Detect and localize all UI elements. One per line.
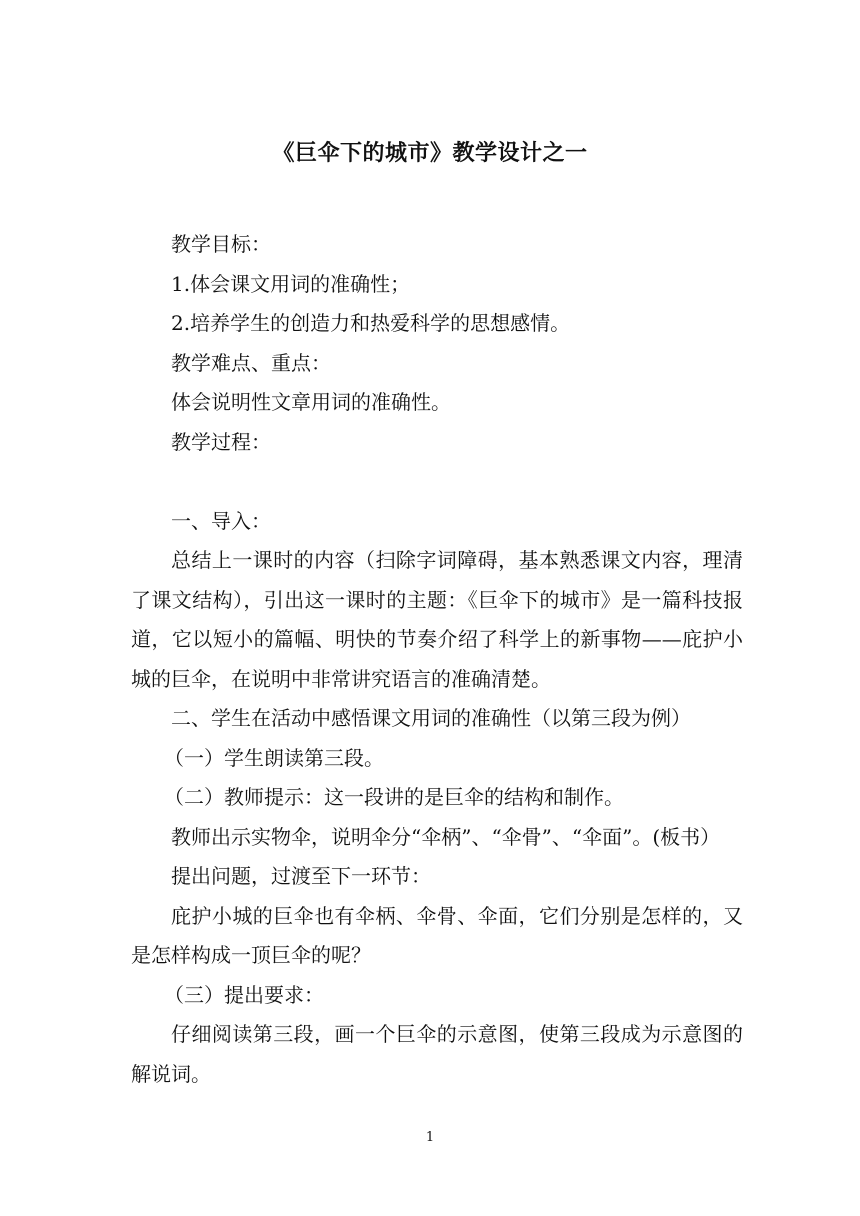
paragraph-difficulties-heading: 教学难点、重点： xyxy=(171,350,331,375)
paragraph-section-1-heading: 一、导入： xyxy=(171,508,271,533)
paragraph-process-heading: 教学过程： xyxy=(171,429,271,454)
paragraph-step-1: （一）学生朗读第三段。 xyxy=(164,745,384,770)
paragraph-step-2: （二）教师提示：这一段讲的是巨伞的结构和制作。 xyxy=(164,785,624,809)
document-body xyxy=(131,225,743,1094)
paragraph-task: 仔细阅读第三段，画一个巨伞的示意图，使第三段成为示意图的解说词。 xyxy=(131,1022,743,1086)
paragraph-question-intro: 提出问题，过渡至下一环节： xyxy=(171,864,431,888)
paragraph-teacher-demo: 教师出示实物伞，说明伞分“伞柄”、“伞骨”、“伞面”。(板书） xyxy=(171,824,721,849)
paragraph-objectives-heading: 教学目标： xyxy=(171,232,271,256)
paragraph-question: 庇护小城的巨伞也有伞柄、伞骨、伞面，它们分别是怎样的，又是怎样构成一顶巨伞的呢？ xyxy=(131,903,743,967)
paragraph-section-2-heading: 二、学生在活动中感悟课文用词的准确性（以第三段为例） xyxy=(171,706,691,730)
paragraph-step-3: （三）提出要求： xyxy=(164,982,324,1007)
paragraph-introduction: 总结上一课时的内容（扫除字词障碍，基本熟悉课文内容，理清了课文结构），引出这一课时的主题：《巨伞下的城市》是一篇科技报道，它以短小的篇幅、明快的节奏介绍了科学上的新事物——庇护小城的巨伞，在说明中非常讲究语言的准确清楚。 xyxy=(131,548,743,691)
paragraph-difficulties: 体会说明性文章用词的准确性。 xyxy=(171,390,451,414)
page-number: 1 xyxy=(425,1130,435,1145)
paragraph-objective-1: 1.体会课文用词的准确性； xyxy=(171,271,411,296)
paragraph-objective-2: 2.培养学生的创造力和热爱科学的思想感情。 xyxy=(171,311,571,335)
document-title: 《巨伞下的城市》教学设计之一 xyxy=(272,140,588,166)
